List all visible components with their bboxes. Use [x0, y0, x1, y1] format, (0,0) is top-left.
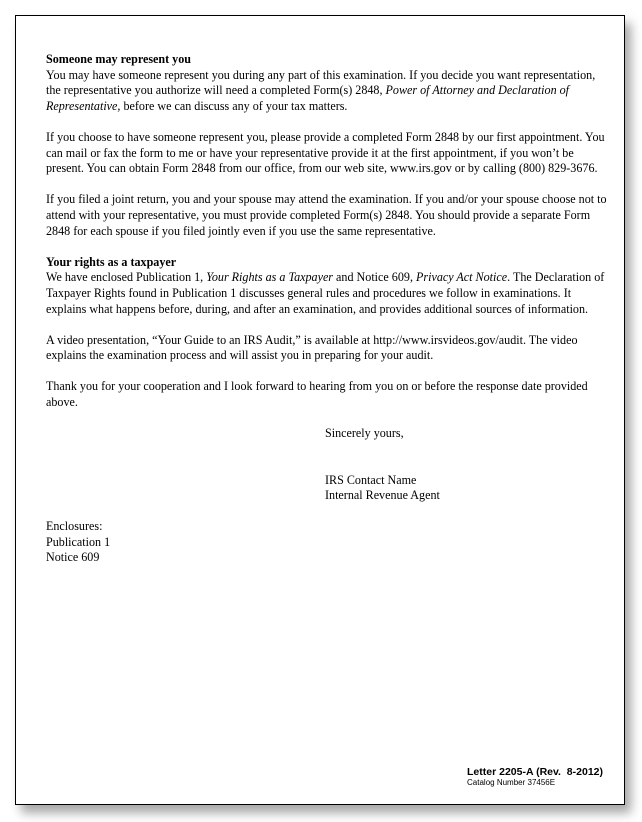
form-footer: [467, 766, 603, 787]
closing-salutation: Sincerely yours,: [325, 426, 404, 441]
paragraph-text: Thank you for your cooperation and I look forward to hearing from you on or before the response date provided above.: [46, 379, 588, 410]
signature-block: [325, 426, 611, 504]
section-rights-para-2: [46, 333, 611, 364]
enclosures-label: Enclosures:: [46, 519, 103, 534]
publication-title-italic: Your Rights as a Taxpayer: [206, 270, 334, 285]
signature-space: [325, 442, 611, 473]
closing-paragraph: [46, 379, 611, 410]
form-title-italic: Power of Attorney and Declaration of Representative,: [46, 83, 570, 113]
paragraph-text: If you choose to have someone represent you, please provide a completed Form 2848 by our first appointment. You can mail or fax the form to me or have your representative provide it at the first appointment, if you won’t be present. You can obtain Form 2848 from our office, from our web site, www.irs.gov or by calling (800) 829-3676.: [46, 129, 605, 176]
catalog-number: Catalog Number 37456E: [467, 778, 556, 787]
enclosures-block: [46, 519, 611, 566]
section-represent-para-3: [46, 192, 611, 239]
paragraph-text: A video presentation, “Your Guide to an IRS Audit,” is available at http://www.irsvideos.gov/audit. The video explains the examination process and will assist you in preparing for your audit.: [46, 332, 578, 363]
section-rights-para-1: [46, 255, 611, 317]
paragraph-text: You may have someone represent you during any part of this examination. If you decide you want representation, the representative you authorize will need a completed Form(s) 2848,: [46, 67, 596, 98]
section-heading-represent: Someone may represent you: [46, 52, 192, 66]
letter-body: [46, 52, 611, 566]
letter-page: [15, 15, 625, 805]
section-heading-rights: Your rights as a taxpayer: [46, 254, 177, 269]
section-represent-para-1: [46, 52, 611, 114]
paragraph-text: We have enclosed Publication 1,: [46, 270, 207, 285]
signer-name: IRS Contact Name: [325, 472, 417, 487]
paragraph-text: and Notice 609,: [333, 270, 416, 285]
signer-title: Internal Revenue Agent: [325, 488, 440, 503]
notice-title-italic: Privacy Act Notice: [416, 270, 508, 285]
paragraph-text: before we can discuss any of your tax matters.: [120, 98, 348, 113]
enclosure-item: Publication 1: [46, 534, 111, 549]
paragraph-text: . The Declaration of Taxpayer Rights found in Publication 1 discusses general rules and procedures we follow in examinations. It explains what happens before, during, and after an examination, and provides additional sources of information.: [46, 270, 605, 316]
section-represent-para-2: [46, 130, 611, 177]
paragraph-text: If you filed a joint return, you and your spouse may attend the examination. If you and/or your spouse choose not to attend with your representative, you must provide completed Form(s) 2848. You should provide a separate Form 2848 for each spouse if you filed jointly even if you use the same representative.: [46, 192, 607, 238]
enclosure-item: Notice 609: [46, 550, 100, 565]
form-identifier: Letter 2205-A (Rev. 8-2012): [467, 766, 603, 778]
